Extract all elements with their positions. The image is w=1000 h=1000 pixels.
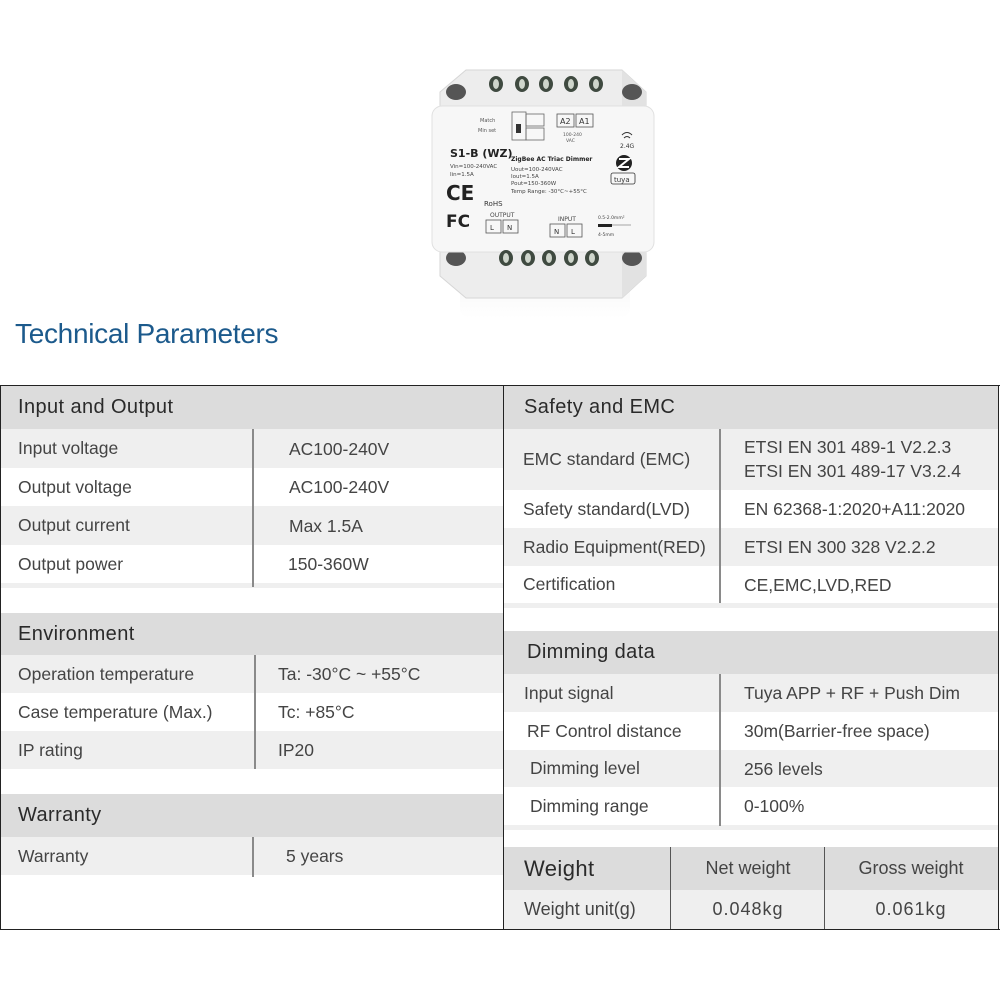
svg-text:RoHS: RoHS bbox=[484, 200, 503, 208]
row-label: RF Control distance bbox=[527, 720, 682, 741]
table-border-right bbox=[998, 385, 999, 930]
row-value: 5 years bbox=[286, 846, 344, 866]
svg-text:Uout=100-240VAC: Uout=100-240VAC bbox=[511, 167, 563, 173]
table-row bbox=[504, 566, 998, 603]
row-label: IP rating bbox=[18, 739, 83, 760]
row-value: AC100-240V bbox=[289, 477, 390, 497]
row-label: Radio Equipment(RED) bbox=[523, 536, 706, 557]
section-heading: Input and Output bbox=[1, 386, 503, 429]
row-value: Max 1.5A bbox=[289, 515, 363, 536]
svg-text:Temp Range: -30°C~+55°C: Temp Range: -30°C~+55°C bbox=[511, 189, 587, 195]
page-title: Technical Parameters bbox=[15, 318, 279, 349]
row-label: Operation temperature bbox=[18, 663, 195, 684]
row-spacer bbox=[504, 603, 998, 608]
svg-text:INPUT: INPUT bbox=[558, 216, 576, 223]
row-value: Ta: -30°C ~ +55°C bbox=[278, 664, 421, 684]
row-value: AC100-240V bbox=[289, 438, 390, 459]
row-value: 30m(Barrier-free space) bbox=[744, 721, 930, 741]
svg-text:FC: FC bbox=[446, 212, 471, 232]
svg-text:L: L bbox=[571, 228, 575, 236]
row-label: Certification bbox=[523, 574, 616, 594]
svg-text:A1: A1 bbox=[579, 117, 590, 126]
row-label: Warranty bbox=[18, 845, 89, 866]
row-value: 150-360W bbox=[288, 554, 369, 574]
svg-text:4-5mm: 4-5mm bbox=[598, 233, 615, 238]
row-spacer bbox=[504, 825, 998, 830]
row-label: Input signal bbox=[524, 682, 614, 703]
section-heading: Environment bbox=[1, 613, 503, 655]
table-row bbox=[504, 674, 998, 712]
column-divider bbox=[252, 837, 254, 877]
column-divider bbox=[670, 847, 671, 929]
row-label: Safety standard(LVD) bbox=[523, 498, 690, 519]
svg-text:Match: Match bbox=[480, 118, 496, 124]
svg-text:Pout=150-360W: Pout=150-360W bbox=[511, 181, 557, 187]
row-label: EMC standard (EMC) bbox=[523, 449, 691, 469]
row-value-line-2: ETSI EN 301 489-17 V3.2.4 bbox=[744, 461, 961, 481]
table-row bbox=[504, 750, 998, 787]
svg-text:OUTPUT: OUTPUT bbox=[490, 212, 515, 219]
row-label: Dimming level bbox=[530, 758, 640, 778]
svg-text:N: N bbox=[554, 228, 560, 236]
row-value: EN 62368-1:2020+A11:2020 bbox=[744, 499, 966, 519]
svg-text:Iout=1.5A: Iout=1.5A bbox=[511, 174, 539, 180]
row-value: 0-100% bbox=[744, 796, 805, 816]
svg-text:CE: CE bbox=[446, 181, 475, 205]
svg-text:Vin=100-240VAC: Vin=100-240VAC bbox=[450, 164, 498, 170]
column-divider bbox=[719, 674, 721, 826]
svg-text:L: L bbox=[490, 224, 494, 232]
svg-text:0.5-2.0mm²: 0.5-2.0mm² bbox=[598, 216, 625, 221]
row-value: ETSI EN 300 328 V2.2.2 bbox=[744, 537, 936, 557]
section-heading: Safety and EMC bbox=[504, 386, 998, 429]
column-divider bbox=[252, 429, 254, 587]
row-label: Output power bbox=[18, 553, 124, 574]
row-value: IP20 bbox=[278, 740, 314, 760]
column-divider bbox=[254, 655, 256, 769]
weight-column-header: Gross weight bbox=[858, 858, 964, 878]
table-row bbox=[504, 528, 998, 566]
svg-text:N: N bbox=[507, 224, 513, 232]
gross-weight-value: 0.061kg bbox=[875, 899, 947, 919]
column-divider bbox=[824, 847, 825, 929]
svg-text:100-240: 100-240 bbox=[563, 133, 582, 138]
row-label: Output current bbox=[18, 515, 130, 535]
row-value: CE,EMC,LVD,RED bbox=[744, 574, 892, 595]
row-label: Input voltage bbox=[18, 438, 119, 458]
svg-text:Iin=1.5A: Iin=1.5A bbox=[450, 172, 474, 178]
svg-text:A2: A2 bbox=[560, 117, 571, 126]
svg-text:S1-B (WZ): S1-B (WZ) bbox=[450, 147, 513, 160]
column-divider bbox=[719, 429, 721, 603]
row-label: Case temperature (Max.) bbox=[18, 701, 213, 722]
table-row bbox=[504, 490, 998, 528]
left-column bbox=[1, 0, 503, 1000]
table-row bbox=[504, 429, 998, 490]
svg-text:VAC: VAC bbox=[566, 139, 575, 144]
section-heading: Dimming data bbox=[504, 631, 998, 674]
svg-text:tuya: tuya bbox=[614, 176, 630, 184]
section-heading: Warranty bbox=[1, 794, 503, 837]
section-weight bbox=[504, 847, 998, 929]
table-row bbox=[504, 712, 998, 750]
row-label: Output voltage bbox=[18, 476, 132, 497]
row-value: Tuya APP + RF + Push Dim bbox=[744, 683, 960, 703]
net-weight-value: 0.048kg bbox=[712, 899, 784, 919]
svg-text:ZigBee AC Triac Dimmer: ZigBee AC Triac Dimmer bbox=[511, 156, 593, 163]
row-value: 256 levels bbox=[744, 758, 823, 779]
table-row bbox=[504, 787, 998, 825]
row-value: ETSI EN 301 489-1 V2.2.3 bbox=[744, 437, 952, 457]
section-heading: Weight bbox=[524, 855, 595, 881]
row-value: Tc: +85°C bbox=[278, 702, 355, 722]
row-label: Weight unit(g) bbox=[524, 899, 636, 919]
svg-text:2.4G: 2.4G bbox=[620, 143, 635, 150]
row-label: Dimming range bbox=[530, 795, 649, 816]
svg-text:Min set: Min set bbox=[478, 128, 497, 134]
table-row bbox=[1, 655, 503, 693]
table-row bbox=[1, 731, 503, 769]
weight-column-header: Net weight bbox=[705, 858, 791, 878]
table-row bbox=[1, 693, 503, 731]
